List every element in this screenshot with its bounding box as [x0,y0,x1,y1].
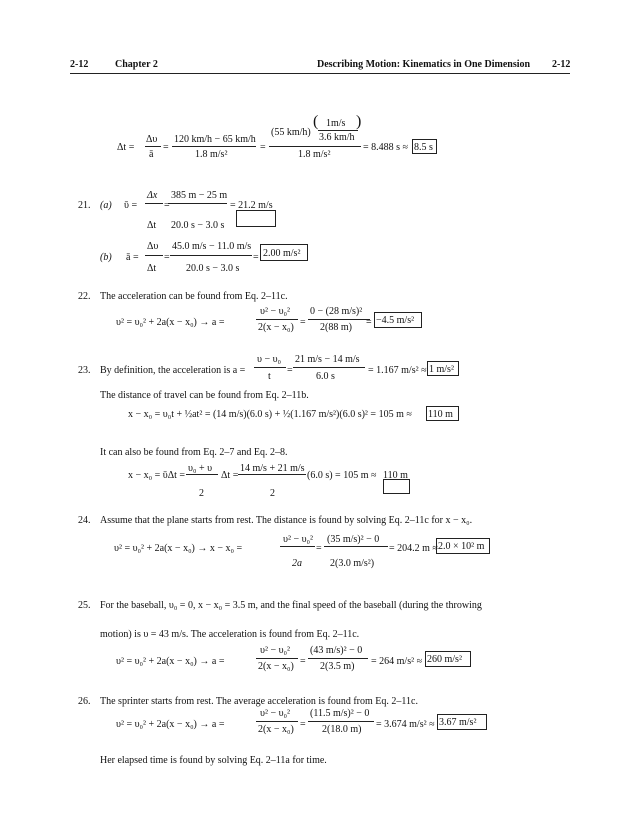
p26-frac1-bar [256,721,298,722]
p23-eq3-frac2-num: 14 m/s + 21 m/s [240,463,305,474]
p23-answer2: 110 m [428,409,453,420]
p20-paren-right: ) [356,113,362,130]
p22-eq-left: υ² = υ₀² + 2a(x − x₀) → a = [116,317,225,328]
p26-number: 26. [78,696,91,707]
p21-b-label: (b) [100,252,112,263]
p24-text: Assume that the plane starts from rest. The distance is found by solving Eq. 2–11c for x − x₀. [100,515,473,526]
p23-frac1-bar [254,367,286,368]
p21-a-den: Δt [147,220,157,231]
p20-eq2: = [260,142,266,153]
p20-frac1-bar [145,146,161,147]
p23-eq3-frac2-den: 2 [270,488,275,499]
p24-frac1-num: υ² − υ₀² [283,534,314,545]
page-number-right: 2-12 [552,59,571,70]
p20-frac3-bar [269,146,361,147]
p24-eq: = [316,543,322,554]
p26-answer: 3.67 m/s² [439,717,477,728]
p20-result: = 8.488 s ≈ [363,142,409,153]
p23-number: 23. [78,365,91,376]
p22-number: 22. [78,291,91,302]
p24-frac2-num: (35 m/s)² − 0 [327,534,380,545]
p22-frac2-den: 2(88 m) [320,322,352,333]
p24-number: 24. [78,515,91,526]
chapter-label: Chapter 2 [115,59,158,70]
p25-text1: For the baseball, υ₀ = 0, x − x₀ = 3.5 m, and the final speed of the baseball (during the throwing [100,600,482,611]
p25-frac1-den: 2(x − x₀) [258,661,294,672]
p23-frac2-num: 21 m/s − 14 m/s [295,354,360,365]
p22-frac1-den: 2(x − x₀) [258,322,294,333]
p22-frac1-bar [256,319,298,320]
p26-frac1-den: 2(x − x₀) [258,724,294,735]
p20-inner-bar [318,130,358,131]
p25-eq: = [300,656,306,667]
p24-frac2-bar [324,546,388,547]
p23-eq2: x − x₀ = υ₀t + ½at² = (14 m/s)(6.0 s) + ½(1.167 m/s²)(6.0 s)² = 105 m ≈ [128,409,412,420]
p25-frac2-den: 2(3.5 m) [320,661,355,672]
p26-eq-left: υ² = υ₀² + 2a(x − x₀) → a = [116,719,225,730]
p23-answer1: 1 m/s² [429,364,454,375]
p23-text2: The distance of travel can be found from Eq. 2–11b. [100,390,309,401]
p21-b-result: = [253,252,259,263]
p26-eq: = [300,719,306,730]
p23-eq3-frac1-den: 2 [199,488,204,499]
p22-frac2-bar [308,319,370,320]
p23-frac1-den: t [268,371,271,382]
p21-b-bar2 [170,255,252,256]
p20-frac2-num: 120 km/h − 65 km/h [174,134,256,145]
p23-text3: It can also be found from Eq. 2–7 and Eq. 2–8. [100,447,288,458]
p23-eq3-result: (6.0 s) = 105 m ≈ [307,470,377,481]
p24-eq-left: υ² = υ₀² + 2a(x − x₀) → x − x₀ = [114,543,243,554]
p25-number: 25. [78,600,91,611]
p22-text: The acceleration can be found from Eq. 2–11c. [100,291,288,302]
p22-result: = [366,317,372,328]
p25-text2: motion) is υ = 43 m/s. The acceleration is found from Eq. 2–11c. [100,629,360,640]
p24-result: = 204.2 m ≈ [389,543,438,554]
page-number-left: 2-12 [70,59,89,70]
p21-a-num: Δx [147,190,158,201]
p21-number: 21. [78,200,91,211]
p23-eq3-frac1-bar [186,474,218,475]
p20-frac1-den: ā [149,149,154,160]
p20-frac1-num: Δυ [146,134,158,145]
chapter-title: Describing Motion: Kinematics in One Dimension [317,59,531,70]
p23-text1: By definition, the acceleration is a = [100,365,246,376]
p21-b-den: Δt [147,263,157,274]
p21-a-bar2 [168,203,227,204]
p20-frac2-bar [172,146,256,147]
p25-frac1-num: υ² − υ₀² [260,645,291,656]
p23-eq: = [287,365,293,376]
p21-a-lhs: ῡ = [124,200,138,211]
p26-frac1-num: υ² − υ₀² [260,708,291,719]
p21-a-eq: = [164,200,170,211]
p26-text1: The sprinter starts from rest. The average acceleration is found from Eq. 2–11c. [100,696,418,707]
p23-frac2-bar [293,367,365,368]
p21-b-bar [145,255,163,256]
p23-answer3: 110 m [383,470,408,481]
p26-text2: Her elapsed time is found by solving Eq. 2–11a for time. [100,755,327,766]
p20-answer: 8.5 s [414,142,433,153]
p25-frac2-bar [308,658,368,659]
p25-eq-left: υ² = υ₀² + 2a(x − x₀) → a = [116,656,225,667]
p21-a-bar [145,203,163,204]
p21-a-den2: 20.0 s − 3.0 s [171,220,225,231]
p25-frac2-num: (43 m/s)² − 0 [310,645,363,656]
p23-frac2-den: 6.0 s [316,371,335,382]
p26-result: = 3.674 m/s² ≈ [376,719,435,730]
p21-b-num: Δυ [147,241,159,252]
p21-a-result: = 21.2 m/s [230,200,273,211]
p20-lhs: Δt = [117,142,135,153]
p22-frac1-num: υ² − υ₀² [260,306,291,317]
p23-answer3-box [383,479,410,494]
p21-b-num2: 45.0 m/s − 11.0 m/s [172,241,252,252]
header-rule [70,73,570,74]
p23-eq3-left: x − x₀ = ῡΔt = [128,470,186,481]
p25-frac1-bar [256,658,298,659]
p20-paren-left: ( [313,113,319,130]
p21-b-den2: 20.0 s − 3.0 s [186,263,240,274]
p24-frac1-den: 2a [292,558,302,569]
p26-frac2-num: (11.5 m/s)² − 0 [310,708,370,719]
p20-frac3-den: 1.8 m/s² [298,149,331,160]
p20-inner-den: 3.6 km/h [319,132,355,143]
p23-result: = 1.167 m/s² ≈ [368,365,427,376]
p24-frac2-den: 2(3.0 m/s²) [330,558,375,569]
p20-eq1: = [163,142,169,153]
p24-frac1-bar [280,546,315,547]
p21-b-answer: 2.00 m/s² [263,248,301,259]
p21-b-lhs: ā = [126,252,139,263]
p22-answer: −4.5 m/s² [376,315,415,326]
p23-eq3-frac1-num: υ₀ + υ [188,463,213,474]
p21-a-num2: 385 m − 25 m [171,190,228,201]
p22-frac2-num: 0 − (28 m/s)² [310,306,363,317]
p22-eq: = [300,317,306,328]
p25-result: = 264 m/s² ≈ [371,656,423,667]
p20-frac2-den: 1.8 m/s² [195,149,228,160]
p20-inner-num: 1m/s [326,118,346,129]
p23-eq3-mid: Δt = [221,470,239,481]
p26-frac2-den: 2(18.0 m) [322,724,362,735]
p23-frac1-num: υ − υ₀ [257,354,282,365]
p21-a-label: (a) [100,200,112,211]
p20-frac3-num: (55 km/h) [271,127,311,138]
p24-answer: 2.0 × 10² m [438,541,485,552]
p21-b-eq: = [164,252,170,263]
p25-answer: 260 m/s² [427,654,462,665]
p26-frac2-bar [308,721,374,722]
p23-eq3-frac2-bar [238,474,306,475]
p21-a-answer-box [236,210,276,227]
